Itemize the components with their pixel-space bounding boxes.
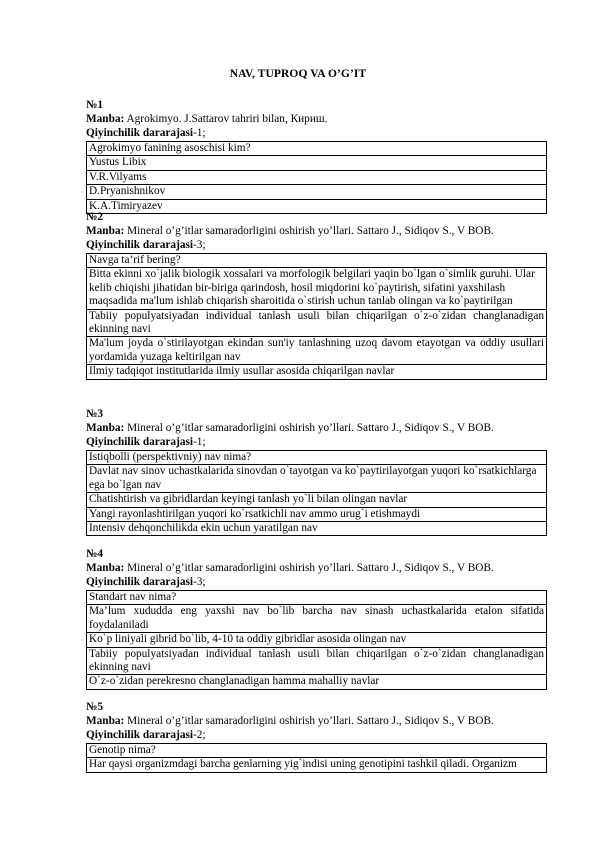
answer-option: Yustus Libix: [87, 156, 547, 170]
question-number: №5: [86, 701, 104, 713]
answer-row: [87, 465, 547, 493]
source-label: Manba:: [86, 562, 125, 574]
answer-option: Davlat nav sinov uchastkalarida sinovdan o`tayotgan va ko`paytirilayotgan yuqori ko`rsatkichlarga ega bo`lgan nav: [87, 465, 547, 493]
difficulty-label: Qiyinchilik dararajasi: [86, 436, 194, 448]
source-label: Manba:: [86, 422, 125, 434]
question-source: [86, 562, 547, 576]
answer-option: Ilmiy tadqiqot institutlarida ilmiy usullar asosida chiqarilgan navlar: [87, 365, 547, 379]
question-source: [86, 113, 547, 127]
question-block: [86, 211, 547, 380]
question-text: Agrokimyo fanining asoschisi kim?: [87, 142, 547, 156]
question-number: №2: [86, 211, 104, 223]
difficulty-value: -3;: [193, 576, 206, 588]
source-text: Agrokimyo. J.Sattarov tahriri bilan, Кириш.: [126, 113, 328, 125]
answer-option: Chatishtirish va gibridlardan keyingi tanlash yo`li bilan olingan navlar: [87, 493, 547, 507]
question-number: №3: [86, 408, 104, 420]
answer-row: [87, 337, 547, 365]
answer-row: [87, 493, 547, 507]
question-row: [87, 254, 547, 268]
answer-row: [87, 605, 547, 633]
source-text: Mineral o’g’itlar samaradorligini oshirish yo’llari. Sattaro J., Sidiqov S., V BOB.: [127, 562, 494, 574]
answer-row: [87, 675, 547, 689]
answer-row: [87, 309, 547, 337]
question-difficulty: [86, 127, 547, 141]
source-label: Manba:: [86, 225, 125, 237]
answer-row: [87, 170, 547, 184]
source-label: Manba:: [86, 113, 125, 125]
answer-option: Tabiiy populyatsiyadan individual tanlash usuli bilan chiqarilgan o`z-o`zidan changlanadigan ekinning navi: [87, 647, 547, 675]
answer-row: [87, 633, 547, 647]
question-text: Standart nav nima?: [87, 591, 547, 605]
answer-option: Ma'lum joyda o`stirilayotgan ekindan sun'iy tanlashning uzoq davom etayotgan va oddiy usullari yordamida yuzaga keltirilgan nav: [87, 337, 547, 365]
answer-row: [87, 507, 547, 521]
question-block: [86, 99, 547, 214]
question-block: [86, 408, 547, 536]
question-source: [86, 422, 547, 436]
answer-row: [87, 647, 547, 675]
answer-option: Tabiiy populyatsiyadan individual tanlash usuli bilan chiqarilgan o`z-o`zidan changlanadigan ekinning navi: [87, 309, 547, 337]
answer-row: [87, 185, 547, 199]
question-difficulty: [86, 729, 547, 743]
question-row: [87, 591, 547, 605]
answer-option: Intensiv dehqonchilikda ekin uchun yaratilgan nav: [87, 522, 547, 536]
difficulty-value: -1;: [193, 436, 206, 448]
answer-option: Yangi rayonlashtirilgan yuqori ko`rsatkichli nav ammo urug`i etishmaydi: [87, 507, 547, 521]
question-row: [87, 142, 547, 156]
question-table: [86, 253, 547, 380]
difficulty-value: -3;: [193, 239, 206, 251]
answer-option: V.R.Vilyams: [87, 170, 547, 184]
difficulty-label: Qiyinchilik dararajasi: [86, 729, 194, 741]
answer-row: [87, 758, 547, 772]
question-block: [86, 701, 547, 773]
answer-row: [87, 268, 547, 309]
answer-option: Bitta ekinni xo`jalik biologik xossalari va morfologik belgilari yaqin bo`lgan o`simlik guruhi. Ular kelib chiqishi jihatidan bir-biriga qarindosh, hosil miqdorini ko`paytirish, sifatini yaxshilash maqsadida ma'lum ishlab chiqarish sharoitida o`stirish uchun tanlab olingan va ko`paytirilgan: [87, 268, 547, 309]
question-source: [86, 225, 547, 239]
answer-row: [87, 522, 547, 536]
source-text: Mineral o’g’itlar samaradorligini oshirish yo’llari. Sattaro J., Sidiqov S., V BOB.: [127, 422, 494, 434]
answer-row: [87, 156, 547, 170]
difficulty-value: -1;: [193, 127, 206, 139]
question-table: [86, 743, 547, 773]
answer-option: Ma’lum xududda eng yaxshi nav bo`lib barcha nav sinash uchastkalarida etalon sifatida foydalaniladi: [87, 605, 547, 633]
question-difficulty: [86, 239, 547, 253]
difficulty-label: Qiyinchilik dararajasi: [86, 239, 194, 251]
answer-option: D.Pryanishnikov: [87, 185, 547, 199]
question-number: №4: [86, 548, 104, 560]
question-text: Navga ta’rif bering?: [87, 254, 547, 268]
question-text: Istiqbolli (perspektivniy) nav nima?: [87, 451, 547, 465]
answer-option: Ko`p liniyali gibrid bo`lib, 4-10 ta oddiy gibridlar asosida olingan nav: [87, 633, 547, 647]
question-difficulty: [86, 436, 547, 450]
source-label: Manba:: [86, 715, 125, 727]
document-title: NAV, TUPROQ VA O’G’IT: [229, 68, 367, 80]
answer-row: [87, 365, 547, 379]
question-row: [87, 744, 547, 758]
question-block: [86, 548, 547, 690]
question-difficulty: [86, 576, 547, 590]
difficulty-value: -2;: [193, 729, 206, 741]
source-text: Mineral o’g’itlar samaradorligini oshirish yo’llari. Sattaro J., Sidiqov S., V BOB.: [127, 715, 494, 727]
difficulty-label: Qiyinchilik dararajasi: [86, 127, 194, 139]
question-table: [86, 450, 547, 536]
source-text: Mineral o’g’itlar samaradorligini oshirish yo’llari. Sattaro J., Sidiqov S., V BOB.: [127, 225, 494, 237]
question-number: №1: [86, 99, 104, 111]
question-row: [87, 451, 547, 465]
answer-option: Har qaysi organizmdagi barcha genlarning yig`indisi uning genotipini tashkil qiladi. Organizm: [87, 758, 547, 772]
difficulty-label: Qiyinchilik dararajasi: [86, 576, 194, 588]
question-table: [86, 141, 547, 214]
question-source: [86, 715, 547, 729]
question-text: Genotip nima?: [87, 744, 547, 758]
answer-option: K.A.Timiryazev: [87, 199, 547, 213]
answer-option: O`z-o`zidan perekresno changlanadigan hamma mahalliy navlar: [87, 675, 547, 689]
question-table: [86, 590, 547, 690]
